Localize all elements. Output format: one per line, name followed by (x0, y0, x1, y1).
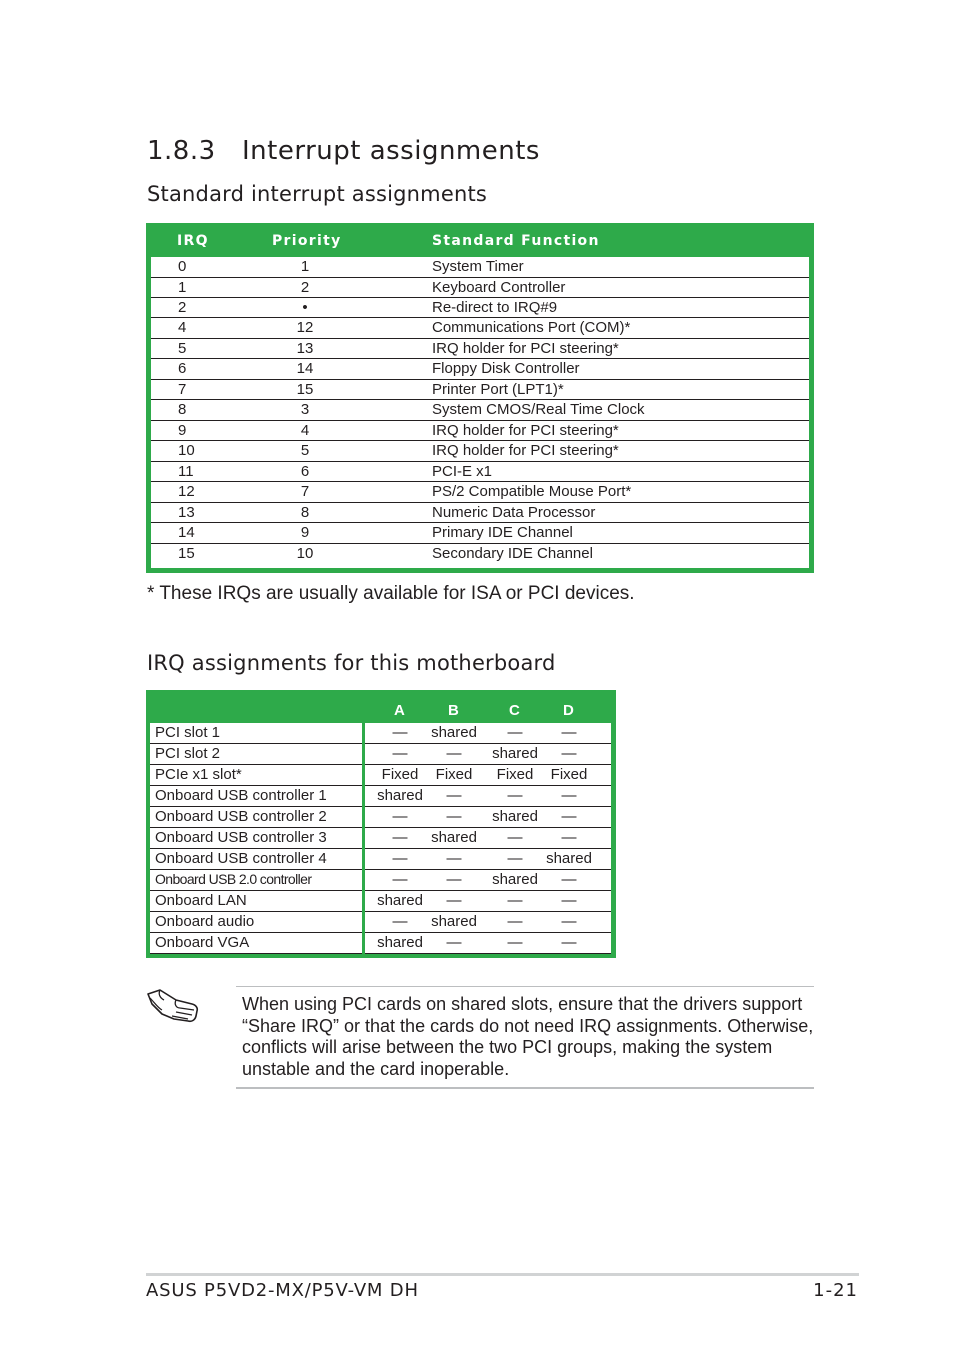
table-row (150, 891, 611, 912)
priority-cell: 2 (300, 279, 310, 296)
table-header (146, 223, 814, 257)
table-body (151, 257, 809, 568)
note-line: “Share IRQ” or that the cards do not need IRQ assignments. Otherwise, (242, 1015, 814, 1036)
function-cell: System Timer (432, 258, 524, 275)
function-cell: Primary IDE Channel (432, 524, 573, 541)
function-cell: Re-direct to IRQ#9 (432, 299, 558, 316)
col-a: A (394, 702, 405, 719)
table-row (151, 523, 809, 544)
function-cell: IRQ holder for PCI steering* (432, 422, 619, 439)
irq-cell: 8 (178, 401, 187, 418)
table-row (151, 318, 809, 339)
table-row (151, 544, 809, 564)
irq-cell: 2 (178, 299, 187, 316)
irq-cell: 6 (178, 360, 187, 377)
device-cell: Onboard USB controller 3 (155, 829, 327, 846)
footer-rule (146, 1273, 859, 1276)
device-cell: PCIe x1 slot* (155, 766, 242, 783)
irq-a-cell: — (392, 808, 408, 825)
table-row (150, 912, 611, 933)
irq-d-cell: — (561, 787, 577, 804)
priority-cell: 4 (300, 422, 310, 439)
device-cell: Onboard USB controller 2 (155, 808, 327, 825)
function-cell: System CMOS/Real Time Clock (432, 401, 645, 418)
function-cell: Numeric Data Processor (432, 504, 596, 521)
irq-cell: 5 (178, 340, 187, 357)
irq-b-cell: shared (431, 724, 477, 741)
irq-a-cell: shared (377, 934, 423, 951)
irq-cell: 9 (178, 422, 187, 439)
irq-c-cell: — (507, 829, 523, 846)
irq-d-cell: shared (546, 850, 592, 867)
irq-d-cell: — (561, 745, 577, 762)
irq-cell: 7 (178, 381, 187, 398)
irq-a-cell: — (392, 724, 408, 741)
table-row (151, 421, 809, 441)
device-cell: PCI slot 1 (155, 724, 221, 741)
irq-b-cell: — (446, 787, 462, 804)
irq-c-cell: — (507, 913, 523, 930)
irq-a-cell: — (392, 850, 408, 867)
table-row (151, 359, 809, 380)
standard-interrupt-table (146, 223, 814, 573)
note-line: When using PCI cards on shared slots, ensure that the drivers support (242, 994, 803, 1014)
irq-a-cell: — (392, 913, 408, 930)
irq-cell: 4 (178, 319, 187, 336)
priority-cell: 12 (296, 319, 314, 336)
note-line: conflicts will arise between the two PCI groups, making the system (242, 1037, 773, 1057)
irq-d-cell: — (561, 829, 577, 846)
priority-cell: 9 (300, 524, 310, 541)
irq-cell: 12 (178, 483, 195, 500)
irq-c-cell: — (507, 934, 523, 951)
pointing-hand-icon (146, 986, 200, 1026)
col-function: Standard Function (432, 233, 600, 249)
table-row (150, 744, 611, 765)
priority-cell: 3 (300, 401, 310, 418)
col-c: C (509, 702, 520, 719)
irq-a-cell: — (392, 871, 408, 888)
table-row (151, 278, 809, 298)
table-row (150, 849, 611, 870)
section-title-text: Interrupt assignments (242, 136, 540, 166)
priority-cell: 14 (296, 360, 314, 377)
irq-cell: 14 (178, 524, 195, 541)
note-text (242, 994, 812, 1080)
table-row (151, 441, 809, 462)
motherboard-heading: IRQ assignments for this motherboard (147, 651, 556, 675)
table-row (151, 298, 809, 318)
irq-b-cell: shared (431, 829, 477, 846)
col-b: B (448, 702, 459, 719)
priority-cell: • (302, 299, 308, 316)
device-cell: Onboard USB controller 4 (155, 850, 327, 867)
function-cell: PCI-E x1 (432, 463, 493, 480)
table-row (151, 257, 809, 278)
irq-c-cell: shared (492, 871, 538, 888)
table-row (150, 828, 611, 849)
irq-d-cell: — (561, 871, 577, 888)
note-line: unstable and the card inoperable. (242, 1058, 510, 1079)
device-cell: Onboard USB controller 1 (155, 787, 327, 804)
table-row (150, 807, 611, 828)
irq-c-cell: shared (492, 745, 538, 762)
priority-cell: 15 (296, 381, 314, 398)
irq-c-cell: shared (492, 808, 538, 825)
function-cell: Secondary IDE Channel (432, 545, 593, 562)
table-row (150, 765, 611, 786)
irq-a-cell: Fixed (381, 766, 419, 783)
function-cell: Printer Port (LPT1)* (432, 381, 564, 398)
irq-d-cell: — (561, 724, 577, 741)
device-cell: Onboard USB 2.0 controller (155, 871, 312, 887)
irq-d-cell: — (561, 892, 577, 909)
function-cell: IRQ holder for PCI steering* (432, 442, 619, 459)
table-row (151, 400, 809, 421)
irq-a-cell: — (392, 745, 408, 762)
priority-cell: 6 (300, 463, 310, 480)
section-title (147, 136, 540, 166)
col-irq: IRQ (177, 233, 209, 249)
irq-b-cell: — (446, 934, 462, 951)
col-d: D (563, 702, 574, 719)
column-divider (362, 723, 365, 954)
footer-product: ASUS P5VD2-MX/P5V-VM DH (146, 1280, 419, 1301)
section-number: 1.8.3 (147, 136, 216, 166)
function-cell: Floppy Disk Controller (432, 360, 580, 377)
irq-c-cell: — (507, 787, 523, 804)
irq-cell: 13 (178, 504, 195, 521)
irq-a-cell: — (392, 829, 408, 846)
function-cell: PS/2 Compatible Mouse Port* (432, 483, 632, 500)
device-cell: Onboard audio (155, 913, 255, 930)
irq-d-cell: — (561, 913, 577, 930)
priority-cell: 8 (300, 504, 310, 521)
irq-c-cell: Fixed (496, 766, 534, 783)
page-number: 1-21 (813, 1280, 858, 1301)
table-row (151, 339, 809, 359)
note-top-rule (236, 986, 814, 987)
irq-c-cell: — (507, 850, 523, 867)
device-cell: Onboard VGA (155, 934, 250, 951)
irq-cell: 0 (178, 258, 187, 275)
device-cell: Onboard LAN (155, 892, 247, 909)
table-body (150, 723, 611, 954)
footnote: * These IRQs are usually available for ISA or PCI devices. (147, 583, 635, 604)
priority-cell: 10 (296, 545, 314, 562)
table-row (151, 380, 809, 400)
function-cell: Communications Port (COM)* (432, 319, 631, 336)
irq-b-cell: shared (431, 913, 477, 930)
irq-b-cell: Fixed (435, 766, 473, 783)
note-bottom-rule (236, 1087, 814, 1089)
irq-cell: 11 (178, 463, 194, 480)
table-row (151, 462, 809, 482)
priority-cell: 7 (300, 483, 310, 500)
priority-cell: 13 (296, 340, 314, 357)
motherboard-irq-table (146, 690, 616, 958)
standard-heading: Standard interrupt assignments (147, 182, 488, 206)
priority-cell: 1 (300, 258, 310, 275)
table-row (150, 786, 611, 807)
irq-cell: 15 (178, 545, 195, 562)
irq-c-cell: — (507, 724, 523, 741)
irq-c-cell: — (507, 892, 523, 909)
table-row (150, 933, 611, 954)
irq-b-cell: — (446, 871, 462, 888)
table-row (151, 503, 809, 523)
irq-b-cell: — (446, 850, 462, 867)
irq-d-cell: Fixed (550, 766, 588, 783)
priority-cell: 5 (300, 442, 310, 459)
table-row (150, 723, 611, 744)
irq-b-cell: — (446, 808, 462, 825)
irq-b-cell: — (446, 745, 462, 762)
function-cell: Keyboard Controller (432, 279, 566, 296)
irq-cell: 10 (178, 442, 195, 459)
irq-a-cell: shared (377, 787, 423, 804)
table-row (151, 482, 809, 503)
irq-a-cell: shared (377, 892, 423, 909)
col-priority: Priority (272, 233, 342, 249)
irq-cell: 1 (178, 279, 187, 296)
irq-d-cell: — (561, 934, 577, 951)
function-cell: IRQ holder for PCI steering* (432, 340, 619, 357)
irq-b-cell: — (446, 892, 462, 909)
device-cell: PCI slot 2 (155, 745, 221, 762)
irq-d-cell: — (561, 808, 577, 825)
table-row (150, 870, 611, 891)
